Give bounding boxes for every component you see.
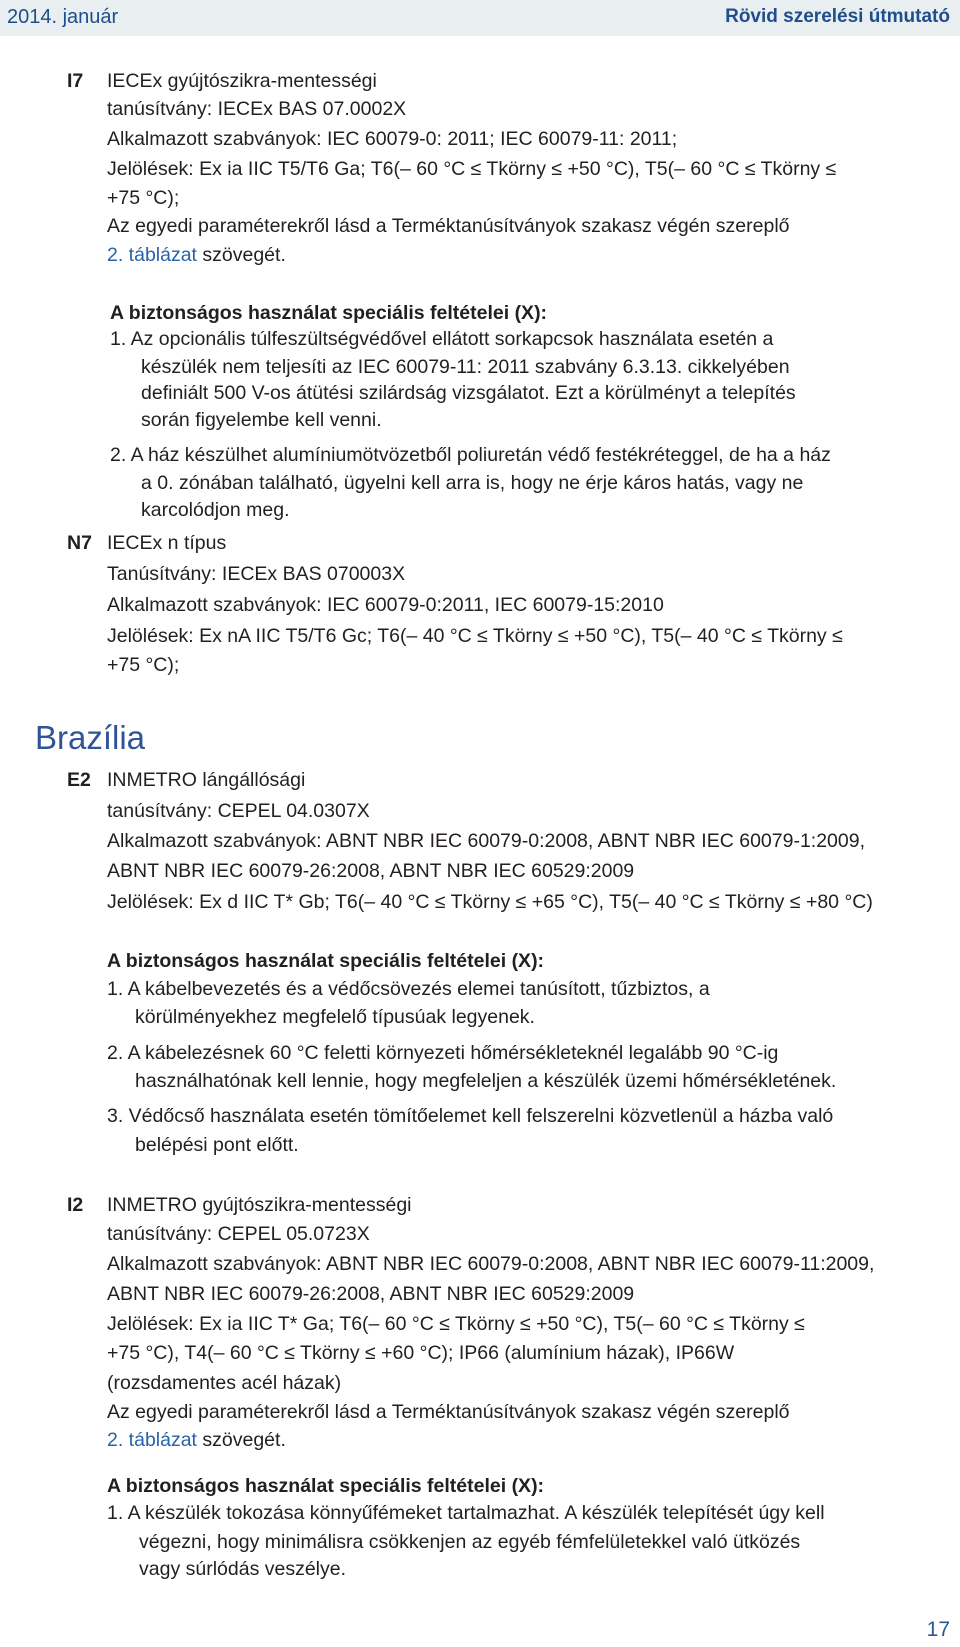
header-title: Rövid szerelési útmutató <box>725 6 950 27</box>
table-2-link[interactable]: 2. táblázat <box>107 1429 197 1451</box>
i2-line-rest: szövegét. <box>196 1429 286 1451</box>
i7-line: Az egyedi paraméterekről lásd a Terméktanúsítványok szakasz végén szereplő <box>107 215 790 237</box>
i2-line: tanúsítvány: CEPEL 05.0723X <box>107 1223 370 1245</box>
i7-condition-item: a 0. zónában található, ügyelni kell arra is, hogy ne érje káros hatás, vagy ne <box>141 472 804 494</box>
n7-line: Alkalmazott szabványok: IEC 60079-0:2011, IEC 60079-15:2010 <box>107 594 664 616</box>
i7-condition-item: 1. Az opcionális túlfeszültségvédővel ellátott sorkapcsok használata esetén a <box>110 328 774 350</box>
e2-code: E2 <box>67 769 91 791</box>
i7-code: I7 <box>67 70 84 92</box>
i7-line: +75 °C); <box>107 187 180 209</box>
i2-line: Alkalmazott szabványok: ABNT NBR IEC 60079-0:2008, ABNT NBR IEC 60079-11:2009, <box>107 1253 875 1275</box>
i2-condition-item: vagy súrlódás veszélye. <box>139 1558 347 1580</box>
i7-line: Jelölések: Ex ia IIC T5/T6 Ga; T6(– 60 °C ≤ Tkörny ≤ +50 °C), T5(– 60 °C ≤ Tkörny ≤ <box>107 158 837 180</box>
i7-line: tanúsítvány: IECEx BAS 07.0002X <box>107 98 407 120</box>
n7-line: IECEx n típus <box>107 532 227 554</box>
e2-condition-item: használhatónak kell lennie, hogy megfeleljen a készülék üzemi hőmérsékletének. <box>135 1070 837 1092</box>
i7-line <box>107 240 286 270</box>
i7-condition-item: karcolódjon meg. <box>141 499 290 521</box>
page-header <box>0 0 960 36</box>
i7-line-rest: szövegét. <box>196 244 286 266</box>
i2-conditions-heading: A biztonságos használat speciális feltételei (X): <box>107 1475 545 1497</box>
i2-line <box>107 1425 286 1455</box>
header-date: 2014. január <box>7 6 119 28</box>
i7-line: Alkalmazott szabványok: IEC 60079-0: 2011; IEC 60079-11: 2011; <box>107 128 678 150</box>
e2-line: ABNT NBR IEC 60079-26:2008, ABNT NBR IEC 60529:2009 <box>107 860 635 882</box>
i2-line: ABNT NBR IEC 60079-26:2008, ABNT NBR IEC 60529:2009 <box>107 1283 635 1305</box>
e2-line: Jelölések: Ex d IIC T* Gb; T6(– 40 °C ≤ Tkörny ≤ +65 °C), T5(– 40 °C ≤ Tkörny ≤ +80 °C) <box>107 891 873 913</box>
i2-line: +75 °C), T4(– 60 °C ≤ Tkörny ≤ +60 °C); IP66 (alumínium házak), IP66W <box>107 1342 735 1364</box>
e2-line: Alkalmazott szabványok: ABNT NBR IEC 60079-0:2008, ABNT NBR IEC 60079-1:2009, <box>107 830 866 852</box>
section-title-brazil: Brazília <box>35 719 146 756</box>
e2-condition-item: belépési pont előtt. <box>135 1134 299 1156</box>
e2-line: tanúsítvány: CEPEL 04.0307X <box>107 800 370 822</box>
i2-condition-item: végezni, hogy minimálisra csökkenjen az egyéb fémfelületekkel való ütközés <box>139 1531 801 1553</box>
i2-code: I2 <box>67 1194 84 1216</box>
e2-condition-item: körülményekhez megfelelő típusúak legyenek. <box>135 1006 535 1028</box>
n7-code: N7 <box>67 532 92 554</box>
e2-line: INMETRO lángállósági <box>107 769 306 791</box>
i7-line: IECEx gyújtószikra-mentességi <box>107 70 377 92</box>
e2-conditions-heading: A biztonságos használat speciális feltételei (X): <box>107 950 545 972</box>
i2-line: Jelölések: Ex ia IIC T* Ga; T6(– 60 °C ≤ Tkörny ≤ +50 °C), T5(– 60 °C ≤ Tkörny ≤ <box>107 1313 805 1335</box>
e2-condition-item: 3. Védőcső használata esetén tömítőelemet kell felszerelni közvetlenül a házba való <box>107 1105 834 1127</box>
i7-condition-item: definiált 500 V-os átütési szilárdság vizsgálatot. Ezt a körülményt a telepítés <box>141 382 796 404</box>
e2-condition-item: 1. A kábelbevezetés és a védőcsövezés elemei tanúsított, tűzbiztos, a <box>107 978 710 1000</box>
i2-line: INMETRO gyújtószikra-mentességi <box>107 1194 412 1216</box>
n7-line: +75 °C); <box>107 654 180 676</box>
page-number: 17 <box>926 1618 950 1641</box>
n7-line: Tanúsítvány: IECEx BAS 070003X <box>107 563 406 585</box>
i2-line: Az egyedi paraméterekről lásd a Terméktanúsítványok szakasz végén szereplő <box>107 1401 790 1423</box>
i7-condition-item: 2. A ház készülhet alumíniumötvözetből poliuretán védő festékréteggel, de ha a ház <box>110 444 831 466</box>
i2-condition-item: 1. A készülék tokozása könnyűfémeket tartalmazhat. A készülék telepítését úgy kell <box>107 1502 825 1524</box>
n7-line: Jelölések: Ex nA IIC T5/T6 Gc; T6(– 40 °C ≤ Tkörny ≤ +50 °C), T5(– 40 °C ≤ Tkörny ≤ <box>107 625 843 647</box>
e2-condition-item: 2. A kábelezésnek 60 °C feletti környezeti hőmérsékleteknél legalább 90 °C-ig <box>107 1042 779 1064</box>
i7-conditions-heading: A biztonságos használat speciális feltételei (X): <box>110 302 548 324</box>
table-2-link[interactable]: 2. táblázat <box>107 244 197 266</box>
i7-condition-item: készülék nem teljesíti az IEC 60079-11: 2011 szabvány 6.3.13. cikkelyében <box>141 356 790 378</box>
i2-line: (rozsdamentes acél házak) <box>107 1372 342 1394</box>
i7-condition-item: során figyelembe kell venni. <box>141 409 382 431</box>
